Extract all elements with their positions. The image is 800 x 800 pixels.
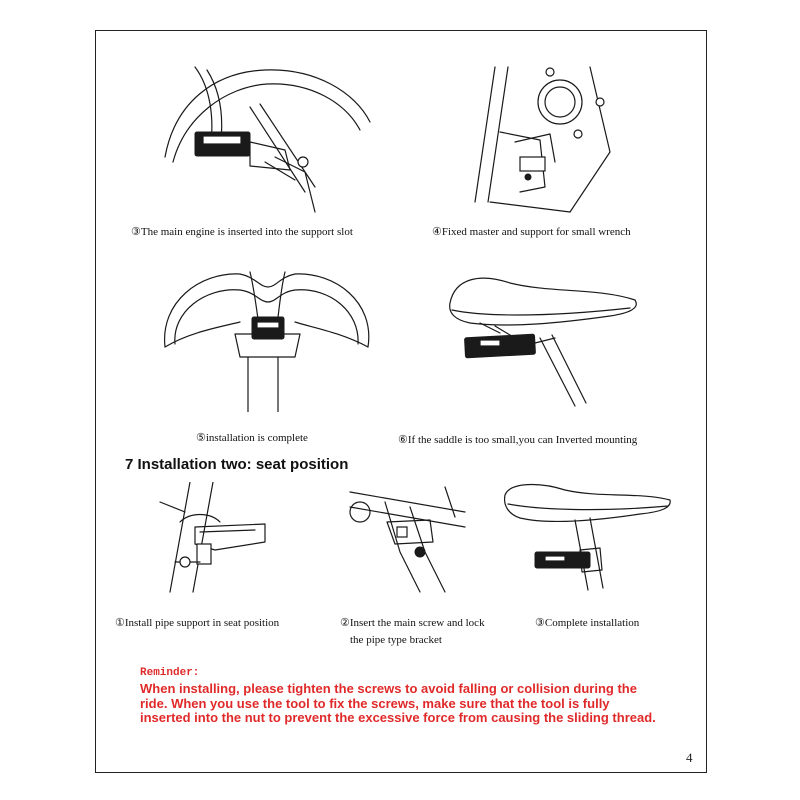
reminder-body: When installing, please tighten the screws to avoid falling or collision during the ride. When you use the tool to fix the screws, make sure that the tool is fully inserted into the nut to prevent the excessive force from causing the sliding thread.	[140, 681, 656, 725]
saddle-side-inverted-illustration	[440, 268, 640, 413]
bottom-step-2-caption-line2: the pipe type bracket	[350, 634, 442, 646]
wrench-fix-illustration	[460, 62, 620, 217]
step-5-caption: ⑤installation is complete	[196, 432, 308, 444]
saddle-front-illustration	[160, 262, 375, 412]
step-4-caption: ④Fixed master and support for small wrench	[432, 226, 631, 238]
section-title: 7 Installation two: seat position	[125, 456, 349, 473]
bottom-step-2-caption-line1: ②Insert the main screw and lock	[340, 617, 485, 629]
step-6-caption: ⑥If the saddle is too small,you can Inverted mounting	[398, 434, 638, 446]
step-3-caption: ③The main engine is inserted into the support slot	[131, 226, 353, 238]
bottom-step-3-caption: ③Complete installation	[535, 617, 640, 629]
complete-side-illustration	[500, 480, 675, 605]
bottom-step-1-caption: ①Install pipe support in seat position	[115, 617, 280, 629]
main-screw-illustration	[345, 482, 470, 597]
page-number: 4	[686, 750, 693, 765]
pipe-support-illustration	[155, 482, 280, 597]
reminder-label: Reminder:	[140, 667, 200, 679]
saddle-underside-illustration	[155, 62, 385, 217]
